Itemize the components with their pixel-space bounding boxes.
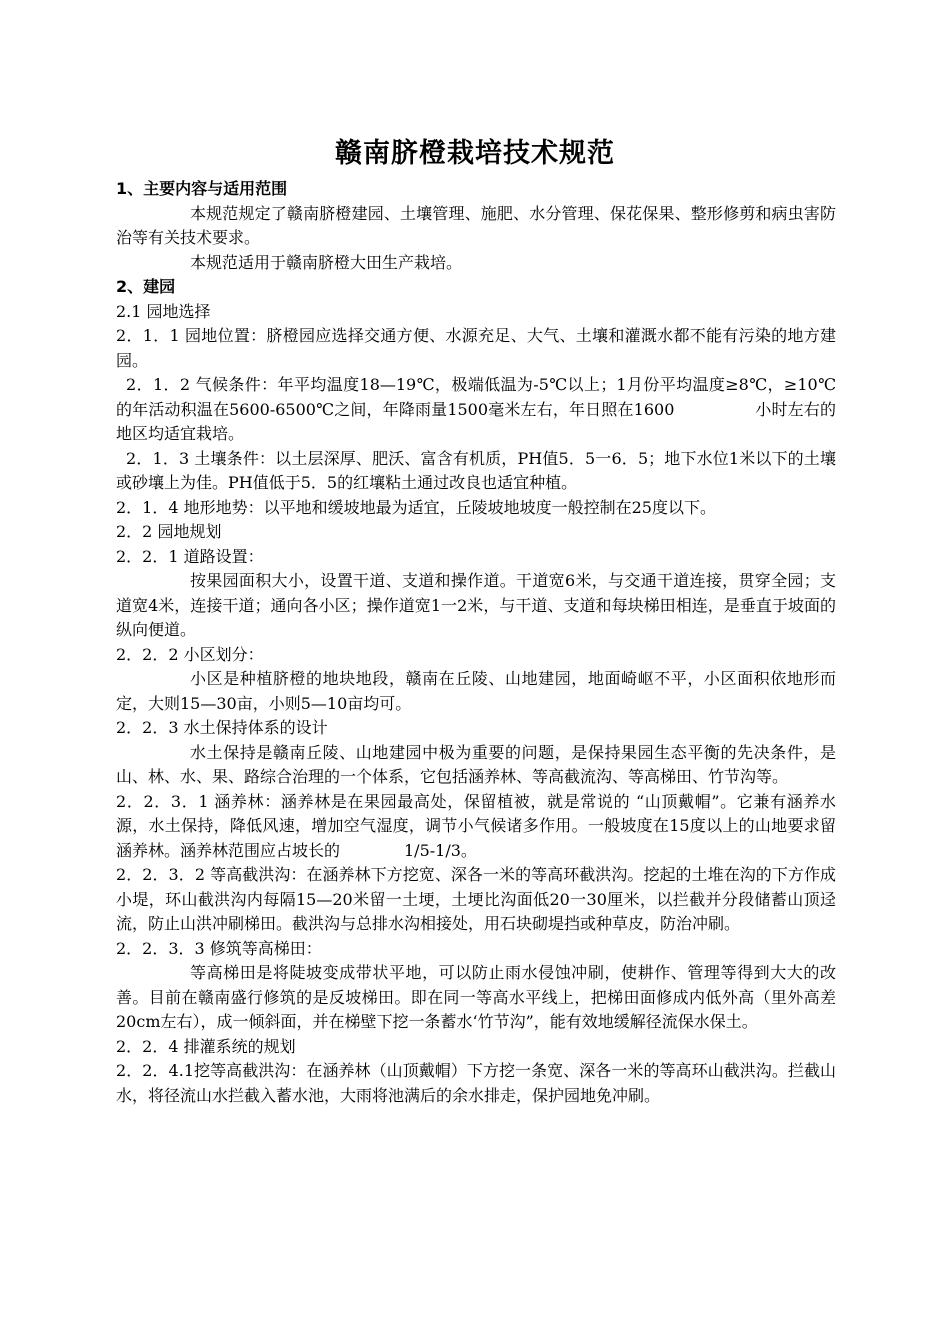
paragraph: 2．2．3．2 等高截洪沟：在涵养林下方挖宽、深各一米的等高环截洪沟。挖起的土堆在沟的下方作成小堤，环山截洪沟内每隔15—20米留一土埂，土埂比沟面低20一30厘米，以拦截并分段储蓄山顶迳流，防止山洪冲刷梯田。截洪沟与总排水沟相接处，用石块砌堤挡或种草皮，防治冲刷。 <box>116 865 836 933</box>
paragraph: 小区是种植脐橙的地块地段，赣南在丘陵、山地建园，地面崎岖不平，小区面积依地形而定，大则15—30亩，小则5—10亩均可。 <box>116 669 836 713</box>
subsection-heading: 2．2．2 小区划分： <box>116 644 264 664</box>
subsection-heading: 2．2．4 排灌系统的规划 <box>116 1036 296 1056</box>
document-title: 赣南脐橙栽培技术规范 <box>335 138 615 169</box>
paragraph: 水土保持是赣南丘陵、山地建园中极为重要的问题，是保持果园生态平衡的先决条件，是山、林、水、果、路综合治理的一个体系，它包括涵养林、等高截流沟、等高梯田、竹节沟等。 <box>116 742 836 786</box>
paragraph: 2．1．4 地形地势：以平地和缓坡地最为适宜，丘陵坡地坡度一般控制在25度以下。 <box>116 497 716 517</box>
paragraph: 2．1．3 土壤条件：以土层深厚、肥沃、富含有机质，PH值5．5一6．5；地下水位1米以下的土壤或砂壤上为佳。PH值低于5．5的红壤粘土通过改良也适宜种植。 <box>116 448 836 492</box>
subsection-heading: 2．2．3．3 修筑等高梯田： <box>116 938 322 958</box>
paragraph: 2．1．1 园地位置：脐橙园应选择交通方便、水源充足、大气、土壤和灌溉水都不能有污染的地方建园。 <box>116 326 836 370</box>
subsection-heading: 2．2．1 道路设置： <box>116 546 264 566</box>
subsection-heading: 2.1 园地选择 <box>116 301 211 321</box>
section-heading: 2、建园 <box>116 277 176 296</box>
paragraph: 2．2．3．1 涵养林：涵养林是在果园最高处，保留植被，就是常说的 “山顶戴帽”。它兼有涵养水源，水土保持，降低风速，增加空气湿度，调节小气候诸多作用。一般坡度在15度以上的山地要求留涵养林。涵养林范围应占坡长的 1/5-1/3。 <box>116 791 836 860</box>
paragraph: 2．2．4.1挖等高截洪沟：在涵养林（山顶戴帽）下方挖一条宽、深各一米的等高环山截洪沟。拦截山水，将径流山水拦截入蓄水池，大雨将池满后的余水排走，保护园地免冲刷。 <box>116 1061 836 1105</box>
paragraph: 等高梯田是将陡坡变成带状平地，可以防止雨水侵蚀冲刷，使耕作、管理等得到大大的改善。目前在赣南盛行修筑的是反坡梯田。即在同一等高水平线上，把梯田面修成内低外高（里外高差20cm左右），成一倾斜面，并在梯壁下挖一条蓄水‘竹节沟”，能有效地缓解径流保水保土。 <box>116 963 836 1031</box>
section-heading: 1、主要内容与适用范围 <box>116 179 288 198</box>
paragraph: 本规范适用于赣南脐橙大田生产栽培。 <box>190 252 463 272</box>
subsection-heading: 2．2．3 水土保持体系的设计 <box>116 718 328 737</box>
paragraph: 按果园面积大小，设置干道、支道和操作道。干道宽6米，与交通干道连接，贯穿全园；支道宽4米，连接干道；通向各小区；操作道宽1一2米，与干道、支道和每块梯田相连，是垂直于坡面的纵向便道。 <box>116 571 836 639</box>
subsection-heading: 2．2 园地规划 <box>116 522 222 541</box>
paragraph: 本规范规定了赣南脐橙建园、土壤管理、施肥、水分管理、保花保果、整形修剪和病虫害防治等有关技术要求。 <box>116 203 836 247</box>
paragraph: 2．1．2 气候条件：年平均温度18—19℃，极端低温为-5℃以上；1月份平均温度≥8℃，≥10℃的年活动积温在5600-6500℃之间，年降雨量1500毫米左右，年日照在1600 小时左右的地区均适宜栽培。 <box>116 375 836 443</box>
document-body <box>116 177 836 1108</box>
